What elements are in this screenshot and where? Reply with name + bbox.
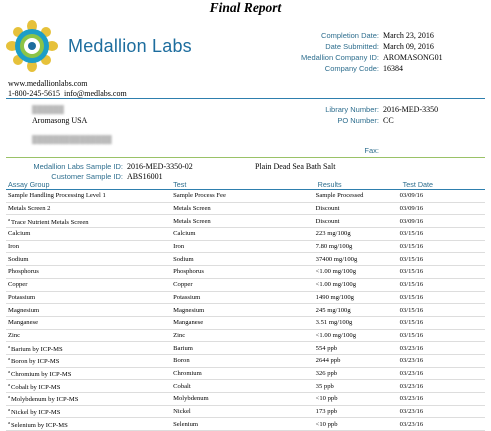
cell-result: 223 mg/100g: [316, 228, 400, 241]
date-submitted-label: Date Submitted:: [325, 42, 379, 51]
cell-result: 37400 mg/100g: [316, 253, 400, 266]
assay-group-text: Nickel by ICP-MS: [11, 409, 61, 417]
footnote-marker: a: [8, 216, 10, 222]
website-link[interactable]: www.medallionlabs.com: [8, 79, 88, 88]
assay-group-text: Sample Handling Processing Level 1: [8, 192, 106, 200]
cell-result: <10 ppb: [316, 393, 400, 406]
cell-assay-group: [6, 304, 173, 317]
table-row: [6, 215, 485, 228]
footnote-marker: a: [8, 381, 10, 387]
po-number-label: PO Number:: [337, 116, 379, 125]
cell-assay-group: [6, 278, 173, 291]
cell-assay-group: [6, 316, 173, 329]
cell-assay-group: [6, 240, 173, 253]
cell-assay-group: [6, 190, 173, 203]
cell-assay-group: [6, 266, 173, 279]
completion-date-value: March 23, 2016: [383, 31, 434, 40]
cell-test-date: 03/23/16: [400, 367, 485, 380]
brand-name: Medallion Labs: [68, 36, 192, 56]
cell-test: Selenium: [173, 418, 316, 431]
assay-group-text: Trace Nutrient Metals Screen: [11, 218, 89, 226]
cell-assay-group: [6, 215, 173, 228]
company-id-label: Medallion Company ID:: [301, 53, 379, 62]
cell-assay-group: [6, 405, 173, 418]
table-row: [6, 380, 485, 393]
table-row: [6, 329, 485, 342]
cell-assay-group: [6, 291, 173, 304]
cell-result: Discount: [316, 202, 400, 215]
report-title: Final Report: [209, 0, 282, 15]
cell-test-date: 03/15/16: [400, 253, 485, 266]
cell-test-date: 03/23/16: [400, 354, 485, 367]
completion-date-label: Completion Date:: [321, 31, 379, 40]
cell-result: 2644 ppb: [316, 354, 400, 367]
assay-group-text: Phosphorus: [8, 268, 39, 276]
cell-test-date: 03/23/16: [400, 418, 485, 431]
cell-test: Potassium: [173, 291, 316, 304]
cell-test-date: 03/09/16: [400, 215, 485, 228]
cell-test-date: 03/15/16: [400, 240, 485, 253]
table-row: [6, 316, 485, 329]
cell-test-date: 03/23/16: [400, 405, 485, 418]
table-row: [6, 240, 485, 253]
cell-assay-group: [6, 393, 173, 406]
cell-test: Metals Screen: [173, 215, 316, 228]
customer-address-redacted: ██████: [32, 105, 64, 114]
contact-line: [8, 89, 127, 98]
fax-label: Fax:: [364, 146, 379, 155]
assay-group-text: Iron: [8, 243, 19, 251]
table-row: [6, 393, 485, 406]
customer-sample-id-label: Customer Sample ID:: [51, 172, 123, 181]
col-results: Results: [316, 180, 400, 190]
medallion-logo-icon: [6, 20, 58, 72]
table-row: [6, 190, 485, 203]
cell-result: <1.00 mg/100g: [316, 278, 400, 291]
cell-test-date: 03/15/16: [400, 291, 485, 304]
sample-description: Plain Dead Sea Bath Salt: [255, 162, 336, 171]
cell-test-date: 03/23/16: [400, 380, 485, 393]
assay-group-text: Manganese: [8, 319, 39, 327]
cell-result: <10 ppb: [316, 418, 400, 431]
col-test: Test: [173, 180, 316, 190]
cell-test: Nickel: [173, 405, 316, 418]
cell-result: Discount: [316, 215, 400, 228]
library-number-label: Library Number:: [325, 105, 379, 114]
cell-test: Manganese: [173, 316, 316, 329]
table-row: [6, 405, 485, 418]
assay-group-text: Boron by ICP-MS: [11, 358, 60, 366]
cell-test-date: 03/23/16: [400, 393, 485, 406]
cell-test: Magnesium: [173, 304, 316, 317]
cell-test: Metals Screen: [173, 202, 316, 215]
table-row: [6, 253, 485, 266]
table-row: [6, 266, 485, 279]
cell-result: 35 ppb: [316, 380, 400, 393]
cell-result: <1.00 mg/100g: [316, 266, 400, 279]
phone-number: 1-800-245-5615: [8, 89, 60, 98]
cell-result: 554 ppb: [316, 342, 400, 355]
cell-test-date: 03/15/16: [400, 266, 485, 279]
footnote-marker: a: [8, 406, 10, 412]
assay-group-text: Cobalt by ICP-MS: [11, 383, 61, 391]
assay-group-text: Chromium by ICP-MS: [11, 371, 72, 379]
cell-result: 7.80 mg/100g: [316, 240, 400, 253]
cell-assay-group: [6, 202, 173, 215]
cell-test: Chromium: [173, 367, 316, 380]
company-code-label: Company Code:: [324, 64, 379, 73]
email-link[interactable]: info@medlabs.com: [64, 89, 127, 98]
assay-group-text: Sodium: [8, 255, 29, 263]
cell-assay-group: [6, 380, 173, 393]
cell-assay-group: [6, 367, 173, 380]
cell-test-date: 03/15/16: [400, 316, 485, 329]
table-row: [6, 202, 485, 215]
footnote-marker: a: [8, 394, 10, 400]
cell-test: Copper: [173, 278, 316, 291]
cell-test: Sample Process Fee: [173, 190, 316, 203]
cell-test-date: 03/15/16: [400, 278, 485, 291]
cell-assay-group: [6, 418, 173, 431]
col-assay-group: Assay Group: [6, 180, 173, 190]
company-code-value: 16384: [383, 64, 403, 73]
cell-test: Sodium: [173, 253, 316, 266]
po-number-value: CC: [383, 116, 394, 125]
cell-result: 173 ppb: [316, 405, 400, 418]
table-header-row: [6, 180, 485, 190]
cell-result: <1.00 mg/100g: [316, 329, 400, 342]
assay-group-text: Selenium by ICP-MS: [11, 421, 68, 429]
customer-email-redacted: ███████████████: [32, 135, 112, 144]
table-row: [6, 354, 485, 367]
footnote-marker: a: [8, 356, 10, 362]
company-id-value: AROMASONG01: [383, 53, 443, 62]
table-row: [6, 278, 485, 291]
sample-id-label: Medallion Labs Sample ID:: [33, 162, 123, 171]
library-number-value: 2016-MED-3350: [383, 105, 439, 114]
cell-test: Iron: [173, 240, 316, 253]
cell-result: Sample Processed: [316, 190, 400, 203]
cell-assay-group: [6, 329, 173, 342]
cell-test-date: 03/15/16: [400, 228, 485, 241]
assay-group-text: Magnesium: [8, 306, 40, 314]
col-test-date: Test Date: [400, 180, 485, 190]
customer-sample-id-value: ABS16001: [127, 172, 163, 181]
footnote-marker: a: [8, 343, 10, 349]
cell-result: 1490 mg/100g: [316, 291, 400, 304]
cell-assay-group: [6, 253, 173, 266]
cell-assay-group: [6, 354, 173, 367]
cell-test: Boron: [173, 354, 316, 367]
assay-group-text: Metals Screen 2: [8, 205, 51, 213]
table-row: [6, 367, 485, 380]
cell-test: Cobalt: [173, 380, 316, 393]
cell-test: Calcium: [173, 228, 316, 241]
cell-assay-group: [6, 342, 173, 355]
cell-test-date: 03/15/16: [400, 304, 485, 317]
assay-group-text: Molybdenum by ICP-MS: [11, 396, 79, 404]
cell-test-date: 03/09/16: [400, 202, 485, 215]
cell-test: Barium: [173, 342, 316, 355]
customer-name: Aromasong USA: [32, 116, 88, 125]
header-divider: [6, 98, 485, 99]
cell-test: Molybdenum: [173, 393, 316, 406]
section-divider: [6, 157, 485, 158]
assay-group-text: Calcium: [8, 230, 31, 238]
table-row: [6, 228, 485, 241]
assay-group-text: Potassium: [8, 293, 36, 301]
cell-assay-group: [6, 228, 173, 241]
cell-test: Zinc: [173, 329, 316, 342]
cell-test-date: 03/23/16: [400, 342, 485, 355]
assay-group-text: Zinc: [8, 331, 21, 339]
footnote-marker: a: [8, 419, 10, 425]
cell-test-date: 03/15/16: [400, 329, 485, 342]
cell-test-date: 03/09/16: [400, 190, 485, 203]
table-row: [6, 418, 485, 431]
assay-group-text: Copper: [8, 281, 28, 289]
table-row: [6, 342, 485, 355]
table-row: [6, 291, 485, 304]
cell-result: 245 mg/100g: [316, 304, 400, 317]
cell-result: 326 ppb: [316, 367, 400, 380]
sample-id-value: 2016-MED-3350-02: [127, 162, 193, 171]
results-table: [6, 180, 485, 431]
cell-test: Phosphorus: [173, 266, 316, 279]
footnote-marker: a: [8, 368, 10, 374]
cell-result: 3.51 mg/100g: [316, 316, 400, 329]
assay-group-text: Barium by ICP-MS: [11, 345, 63, 353]
table-row: [6, 304, 485, 317]
date-submitted-value: March 09, 2016: [383, 42, 434, 51]
